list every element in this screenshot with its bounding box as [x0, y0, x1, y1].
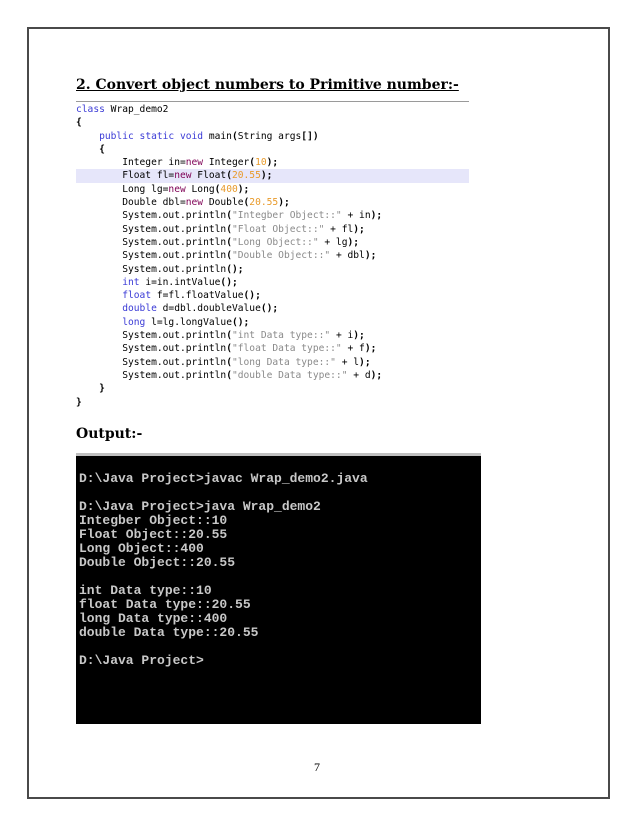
- code-token: + lg: [318, 236, 348, 248]
- code-token: l=lg.longValue: [145, 316, 232, 328]
- code-token: System.out.println: [76, 223, 227, 235]
- code-token: ();: [260, 303, 279, 315]
- code-token: new: [185, 197, 204, 209]
- code-token: Integer: [203, 157, 250, 169]
- console-line: double Data type::20.55: [79, 625, 259, 640]
- code-token: main: [203, 130, 232, 142]
- code-line: [76, 396, 469, 409]
- code-token: (: [226, 356, 232, 368]
- code-token: System.out.println: [76, 236, 227, 248]
- console-window: [76, 453, 481, 724]
- code-token: (: [231, 130, 238, 142]
- code-line: [76, 223, 469, 236]
- code-token: );: [353, 330, 365, 342]
- code-line: [76, 196, 469, 209]
- code-token: d=dbl.doubleValue: [156, 303, 261, 315]
- code-line: [76, 302, 469, 315]
- code-token: );: [260, 170, 273, 182]
- code-token: Double dbl=: [76, 197, 186, 209]
- code-token: new: [168, 183, 186, 195]
- code-token: [76, 303, 122, 314]
- code-line: [76, 103, 469, 116]
- code-token: (: [226, 223, 232, 235]
- code-token: "Integber Object::": [231, 210, 342, 222]
- code-line: [76, 236, 469, 249]
- code-token: "double Data type::": [231, 369, 348, 381]
- code-token: System.out.println: [76, 330, 227, 342]
- code-token: Double: [203, 197, 244, 209]
- code-token: long: [122, 316, 146, 328]
- console-line: [79, 570, 368, 584]
- console-line: D:\Java Project>: [79, 653, 204, 668]
- console-line: D:\Java Project>javac Wrap_demo2.java: [79, 471, 368, 486]
- code-token: "Long Object::": [231, 236, 319, 248]
- code-token: 10: [255, 157, 267, 169]
- code-token: + in: [341, 210, 371, 222]
- code-token: + fl: [324, 223, 354, 235]
- console-line: [79, 640, 368, 654]
- code-token: 20.55: [231, 170, 261, 182]
- code-token: );: [370, 210, 383, 222]
- console-line: int Data type::10: [79, 583, 212, 598]
- code-token: + dbl: [330, 250, 365, 262]
- console-line: [79, 486, 368, 500]
- code-token: "Double Object::": [231, 250, 331, 262]
- code-token: new: [174, 170, 192, 182]
- code-token: "int Data type::": [231, 330, 331, 342]
- code-token: + d: [347, 369, 371, 381]
- code-token: [76, 131, 99, 142]
- code-token: Float: [191, 170, 227, 182]
- code-token: int: [122, 276, 140, 288]
- code-line: [76, 130, 469, 143]
- code-token: (: [226, 170, 232, 182]
- code-token: {: [76, 117, 82, 129]
- code-token: String args: [237, 130, 302, 142]
- console-line: Long Object::400: [79, 541, 204, 556]
- code-line: [76, 169, 469, 182]
- code-block: [76, 103, 469, 409]
- code-token: float: [122, 290, 152, 302]
- code-token: f=fl.floatValue: [151, 290, 244, 302]
- page-number: 7: [314, 760, 320, 774]
- code-token: [76, 277, 122, 288]
- console-line: Integber Object::10: [79, 513, 228, 528]
- console-line: Double Object::20.55: [79, 555, 236, 570]
- code-token: System.out.println: [76, 356, 227, 368]
- code-token: (: [226, 330, 232, 342]
- code-token: double: [122, 303, 157, 315]
- code-token: public static void: [99, 130, 204, 142]
- code-line: [76, 263, 469, 276]
- code-token: );: [278, 197, 290, 209]
- code-token: (: [214, 183, 221, 195]
- code-token: [76, 290, 122, 301]
- console-line: D:\Java Project>java Wrap_demo2: [79, 499, 321, 514]
- code-token: "Float Object::": [231, 223, 325, 235]
- code-token: {: [76, 143, 105, 155]
- console-line: Float Object::20.55: [79, 527, 228, 542]
- code-token: + i: [330, 330, 354, 342]
- code-line: [76, 356, 469, 369]
- code-token: );: [364, 343, 377, 355]
- output-label: Output:-: [76, 426, 143, 442]
- code-line: [76, 289, 469, 302]
- code-line: [76, 329, 469, 342]
- code-token: (: [226, 210, 232, 222]
- code-token: }: [76, 396, 82, 408]
- code-token: (: [226, 343, 232, 355]
- code-token: + l: [335, 356, 360, 368]
- code-line: [76, 209, 469, 222]
- code-token: Long lg=: [76, 183, 169, 195]
- code-token: (: [226, 250, 232, 262]
- code-line: [76, 156, 469, 169]
- code-token: (: [226, 236, 232, 248]
- code-token: 20.55: [249, 197, 279, 209]
- code-token: }: [76, 383, 105, 395]
- code-token: (: [243, 197, 250, 209]
- code-line: [76, 183, 469, 196]
- code-token: + f: [341, 343, 365, 355]
- code-token: );: [353, 223, 365, 235]
- code-line: [76, 249, 469, 262]
- code-token: Wrap_demo2: [104, 104, 169, 115]
- code-token: 400: [220, 183, 238, 195]
- code-token: ();: [231, 316, 250, 328]
- code-token: Float fl=: [76, 170, 175, 182]
- code-line: [76, 116, 469, 129]
- code-token: System.out.println: [76, 369, 227, 381]
- code-token: "long Data type::": [231, 356, 336, 368]
- code-line: [76, 316, 469, 329]
- code-token: System.out.println: [76, 210, 227, 222]
- code-token: new: [185, 157, 204, 169]
- console-line: float Data type::20.55: [79, 597, 251, 612]
- code-token: ();: [243, 290, 261, 302]
- code-token: ();: [226, 263, 244, 275]
- console-line: long Data type::400: [79, 611, 228, 626]
- code-token: class: [76, 104, 105, 115]
- code-line: [76, 276, 469, 289]
- code-line: [76, 143, 469, 156]
- code-token: [76, 317, 122, 328]
- code-token: System.out.println: [76, 263, 227, 275]
- code-token: (: [249, 157, 256, 169]
- code-token: );: [370, 369, 383, 381]
- code-top-rule: [76, 101, 469, 102]
- code-token: "float Data type::": [231, 343, 342, 355]
- code-token: Integer in=: [76, 157, 186, 169]
- code-line: [76, 382, 469, 395]
- code-token: );: [266, 157, 279, 169]
- code-token: []): [301, 130, 319, 142]
- code-token: Long: [185, 183, 215, 195]
- code-token: System.out.println: [76, 250, 227, 262]
- code-token: (: [226, 369, 232, 381]
- code-line: [76, 369, 469, 382]
- section-heading: 2. Convert object numbers to Primitive number:-: [76, 77, 459, 93]
- code-token: );: [347, 236, 360, 248]
- code-token: );: [364, 250, 377, 262]
- code-token: System.out.println: [76, 343, 227, 355]
- code-token: );: [237, 183, 250, 195]
- console-output: [79, 472, 368, 668]
- code-token: );: [359, 356, 371, 368]
- code-line: [76, 342, 469, 355]
- code-token: i=in.intValue: [139, 276, 221, 288]
- code-token: ();: [220, 276, 238, 288]
